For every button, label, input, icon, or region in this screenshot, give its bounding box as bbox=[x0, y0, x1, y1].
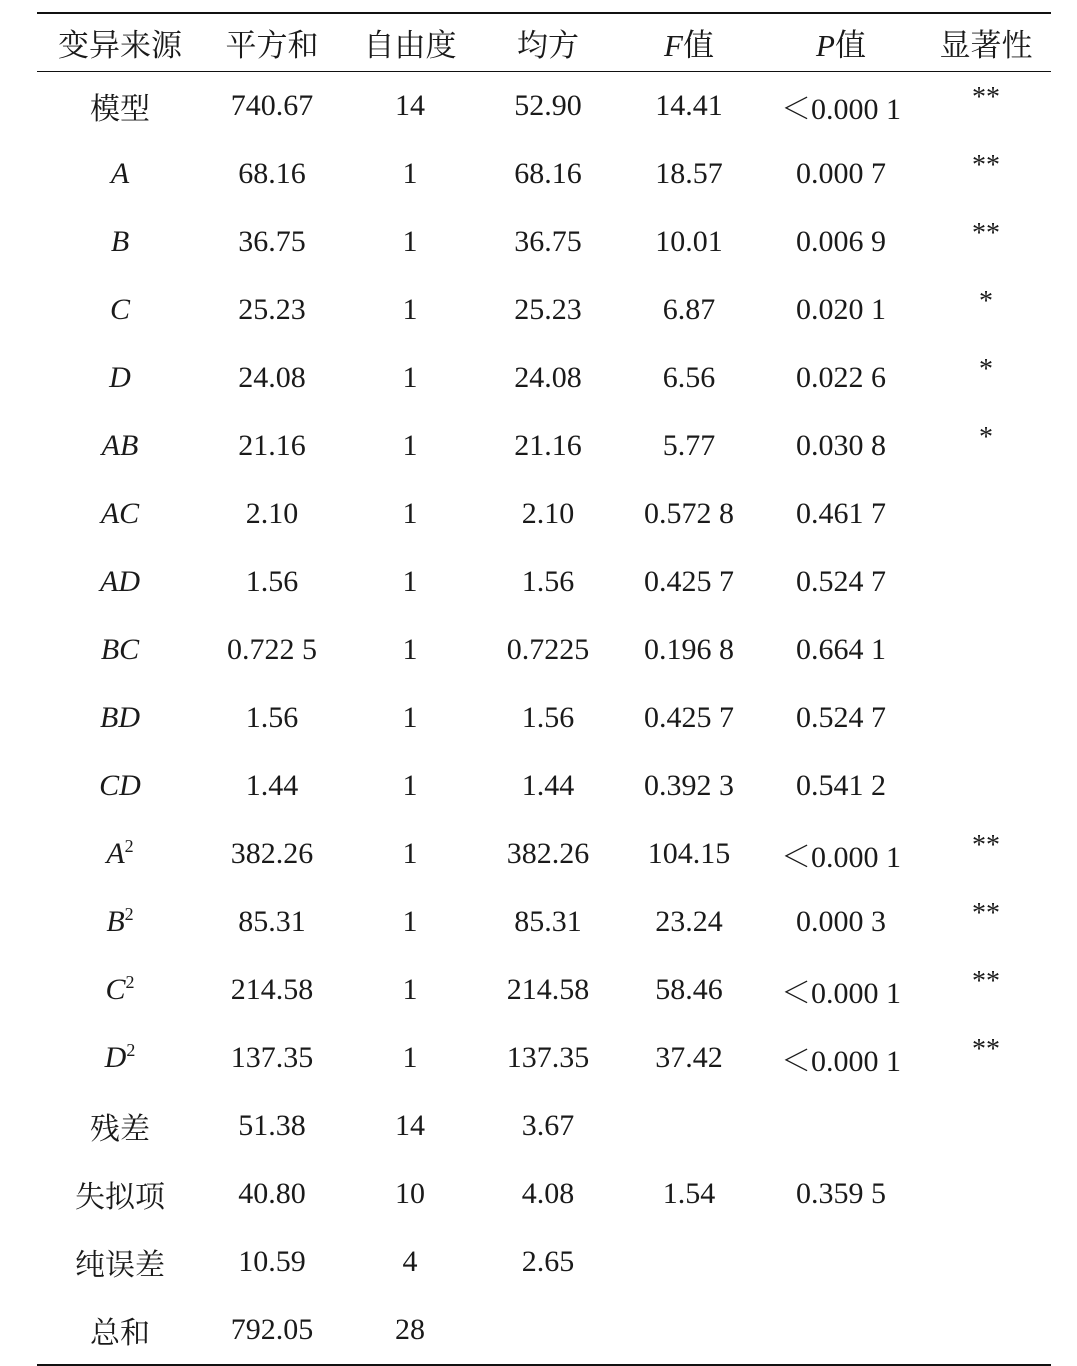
cell-significance bbox=[921, 752, 1051, 820]
table-row bbox=[37, 1024, 1051, 1092]
cell-source bbox=[37, 616, 203, 684]
cell-source bbox=[37, 752, 203, 820]
cell-degrees-of-freedom: 1 bbox=[402, 1041, 418, 1074]
anova-table bbox=[37, 12, 1051, 1366]
cell-f-value: 5.77 bbox=[662, 429, 716, 462]
header-row bbox=[37, 13, 1051, 72]
source-label: AB bbox=[101, 429, 139, 462]
cell-f-value: 0.425 7 bbox=[644, 565, 734, 598]
source-label: C bbox=[109, 293, 130, 326]
cell-sum-of-squares: 382.26 bbox=[230, 837, 314, 870]
cell-source bbox=[37, 1296, 203, 1365]
cell-degrees-of-freedom: 4 bbox=[402, 1245, 418, 1278]
source-label: 残差 bbox=[90, 1113, 150, 1146]
source-label: B bbox=[106, 905, 125, 938]
cell-f-value: 0.392 3 bbox=[644, 769, 734, 802]
cell-degrees-of-freedom: 1 bbox=[402, 361, 418, 394]
source-label: 模型 bbox=[90, 93, 150, 126]
header-p-suffix: 值 bbox=[834, 28, 866, 63]
cell-f-value bbox=[617, 1228, 761, 1296]
cell-sum-of-squares: 214.58 bbox=[230, 973, 314, 1006]
source-exponent: 2 bbox=[125, 972, 135, 992]
cell-degrees-of-freedom: 1 bbox=[402, 497, 418, 530]
source-label: 失拟项 bbox=[75, 1181, 165, 1214]
cell-mean-square: 1.56 bbox=[521, 701, 575, 734]
cell-mean-square: 25.23 bbox=[514, 293, 582, 326]
cell-sum-of-squares: 792.05 bbox=[230, 1313, 314, 1346]
table-row bbox=[37, 140, 1051, 208]
cell-p-value: 0.020 1 bbox=[796, 293, 886, 326]
cell-significance: ** bbox=[972, 150, 1000, 181]
cell-degrees-of-freedom: 1 bbox=[402, 837, 418, 870]
cell-source bbox=[37, 276, 203, 344]
cell-f-value: 10.01 bbox=[655, 225, 723, 258]
cell-source bbox=[37, 888, 203, 956]
cell-p-value: 0.022 6 bbox=[796, 361, 886, 394]
cell-source bbox=[37, 1024, 203, 1092]
cell-mean-square: 0.7225 bbox=[506, 633, 590, 666]
cell-sum-of-squares: 85.31 bbox=[238, 905, 306, 938]
header-sum-of-squares: 平方和 bbox=[225, 28, 319, 63]
cell-f-value bbox=[617, 1296, 761, 1365]
cell-mean-square: 214.58 bbox=[506, 973, 590, 1006]
cell-source bbox=[37, 548, 203, 616]
cell-significance bbox=[921, 684, 1051, 752]
cell-significance: ** bbox=[972, 82, 1000, 113]
header-mean-square: 均方 bbox=[517, 28, 579, 63]
cell-source bbox=[37, 684, 203, 752]
cell-degrees-of-freedom: 1 bbox=[402, 769, 418, 802]
cell-degrees-of-freedom: 1 bbox=[402, 973, 418, 1006]
cell-p-value: 0.000 7 bbox=[796, 157, 886, 190]
cell-significance bbox=[921, 616, 1051, 684]
table-row bbox=[37, 1296, 1051, 1365]
cell-significance: ** bbox=[972, 898, 1000, 929]
source-label: CD bbox=[99, 769, 141, 802]
cell-source bbox=[37, 344, 203, 412]
cell-degrees-of-freedom: 1 bbox=[402, 157, 418, 190]
cell-f-value: 6.87 bbox=[662, 293, 716, 326]
source-exponent: 2 bbox=[124, 836, 134, 856]
table-row bbox=[37, 412, 1051, 480]
cell-mean-square: 24.08 bbox=[514, 361, 582, 394]
table-row bbox=[37, 72, 1051, 141]
cell-mean-square: 1.56 bbox=[521, 565, 575, 598]
cell-p-value: ＜0.000 1 bbox=[781, 841, 901, 874]
cell-significance bbox=[921, 1228, 1051, 1296]
cell-f-value: 104.15 bbox=[647, 837, 731, 870]
source-label: D bbox=[104, 1041, 127, 1074]
cell-degrees-of-freedom: 14 bbox=[395, 89, 425, 122]
cell-f-value: 6.56 bbox=[662, 361, 716, 394]
source-label: BD bbox=[100, 701, 140, 734]
cell-f-value bbox=[617, 1092, 761, 1160]
cell-f-value: 37.42 bbox=[655, 1041, 723, 1074]
table-body bbox=[37, 72, 1051, 1366]
cell-degrees-of-freedom: 10 bbox=[395, 1177, 425, 1210]
cell-p-value: 0.000 3 bbox=[796, 905, 886, 938]
cell-significance bbox=[921, 548, 1051, 616]
cell-degrees-of-freedom: 1 bbox=[402, 293, 418, 326]
cell-mean-square: 2.10 bbox=[521, 497, 575, 530]
table-row bbox=[37, 752, 1051, 820]
cell-sum-of-squares: 36.75 bbox=[238, 225, 306, 258]
cell-degrees-of-freedom: 1 bbox=[402, 565, 418, 598]
source-label: A bbox=[106, 837, 125, 870]
header-f-letter: F bbox=[664, 28, 683, 63]
cell-mean-square: 36.75 bbox=[514, 225, 582, 258]
cell-significance: * bbox=[979, 422, 993, 453]
cell-significance bbox=[921, 1092, 1051, 1160]
header-p-value bbox=[761, 13, 921, 72]
cell-mean-square: 382.26 bbox=[506, 837, 590, 870]
header-p-letter: P bbox=[816, 28, 835, 63]
table-row bbox=[37, 820, 1051, 888]
cell-significance: ** bbox=[972, 218, 1000, 249]
cell-significance bbox=[921, 1160, 1051, 1228]
cell-significance: * bbox=[979, 286, 993, 317]
cell-sum-of-squares: 1.44 bbox=[245, 769, 299, 802]
cell-p-value: 0.006 9 bbox=[796, 225, 886, 258]
table-row bbox=[37, 1228, 1051, 1296]
cell-mean-square: 3.67 bbox=[521, 1109, 575, 1142]
cell-mean-square bbox=[479, 1296, 617, 1365]
cell-significance: ** bbox=[972, 1034, 1000, 1065]
cell-p-value: 0.524 7 bbox=[796, 701, 886, 734]
cell-p-value: ＜0.000 1 bbox=[781, 93, 901, 126]
cell-f-value: 18.57 bbox=[655, 157, 723, 190]
cell-sum-of-squares: 51.38 bbox=[238, 1109, 306, 1142]
cell-source bbox=[37, 1160, 203, 1228]
cell-f-value: 0.425 7 bbox=[644, 701, 734, 734]
cell-sum-of-squares: 68.16 bbox=[238, 157, 306, 190]
cell-source bbox=[37, 208, 203, 276]
cell-f-value: 0.572 8 bbox=[644, 497, 734, 530]
source-label: D bbox=[109, 361, 131, 394]
cell-degrees-of-freedom: 28 bbox=[395, 1313, 425, 1346]
table-row bbox=[37, 956, 1051, 1024]
cell-degrees-of-freedom: 14 bbox=[395, 1109, 425, 1142]
cell-degrees-of-freedom: 1 bbox=[402, 633, 418, 666]
cell-mean-square: 2.65 bbox=[521, 1245, 575, 1278]
source-label: BC bbox=[100, 633, 140, 666]
cell-mean-square: 1.44 bbox=[521, 769, 575, 802]
table-row bbox=[37, 1092, 1051, 1160]
cell-source bbox=[37, 72, 203, 141]
cell-degrees-of-freedom: 1 bbox=[402, 701, 418, 734]
table-row bbox=[37, 684, 1051, 752]
source-label: B bbox=[110, 225, 130, 258]
header-f-value bbox=[617, 13, 761, 72]
header-f-suffix: 值 bbox=[682, 28, 714, 63]
table-row bbox=[37, 208, 1051, 276]
cell-sum-of-squares: 2.10 bbox=[245, 497, 299, 530]
cell-p-value bbox=[761, 1228, 921, 1296]
table-row bbox=[37, 888, 1051, 956]
cell-p-value: 0.541 2 bbox=[796, 769, 886, 802]
cell-source bbox=[37, 140, 203, 208]
table-row bbox=[37, 616, 1051, 684]
cell-source bbox=[37, 820, 203, 888]
cell-p-value bbox=[761, 1092, 921, 1160]
header-significance: 显著性 bbox=[939, 28, 1033, 63]
cell-sum-of-squares: 1.56 bbox=[245, 701, 299, 734]
source-label: AD bbox=[100, 565, 140, 598]
cell-sum-of-squares: 1.56 bbox=[245, 565, 299, 598]
source-label: 总和 bbox=[90, 1317, 150, 1350]
source-label: 纯误差 bbox=[75, 1249, 165, 1282]
cell-f-value: 14.41 bbox=[655, 89, 723, 122]
cell-sum-of-squares: 40.80 bbox=[238, 1177, 306, 1210]
cell-sum-of-squares: 0.722 5 bbox=[227, 633, 317, 666]
cell-p-value: ＜0.000 1 bbox=[781, 977, 901, 1010]
cell-source bbox=[37, 956, 203, 1024]
source-label: C bbox=[105, 973, 126, 1006]
cell-significance bbox=[921, 1296, 1051, 1365]
cell-p-value: 0.461 7 bbox=[796, 497, 886, 530]
cell-sum-of-squares: 10.59 bbox=[238, 1245, 306, 1278]
cell-p-value: 0.030 8 bbox=[796, 429, 886, 462]
source-label: AC bbox=[100, 497, 140, 530]
table-row bbox=[37, 1160, 1051, 1228]
cell-source bbox=[37, 1228, 203, 1296]
cell-mean-square: 137.35 bbox=[506, 1041, 590, 1074]
cell-p-value bbox=[761, 1296, 921, 1365]
cell-p-value: ＜0.000 1 bbox=[781, 1045, 901, 1078]
cell-p-value: 0.664 1 bbox=[796, 633, 886, 666]
cell-mean-square: 21.16 bbox=[514, 429, 582, 462]
cell-mean-square: 85.31 bbox=[514, 905, 582, 938]
cell-mean-square: 52.90 bbox=[514, 89, 582, 122]
cell-degrees-of-freedom: 1 bbox=[402, 429, 418, 462]
table-row bbox=[37, 548, 1051, 616]
cell-f-value: 0.196 8 bbox=[644, 633, 734, 666]
table-row bbox=[37, 344, 1051, 412]
cell-degrees-of-freedom: 1 bbox=[402, 225, 418, 258]
source-label: A bbox=[110, 157, 130, 190]
cell-sum-of-squares: 25.23 bbox=[238, 293, 306, 326]
cell-source bbox=[37, 1092, 203, 1160]
header-source: 变异来源 bbox=[58, 28, 182, 63]
cell-sum-of-squares: 24.08 bbox=[238, 361, 306, 394]
cell-f-value: 23.24 bbox=[655, 905, 723, 938]
cell-mean-square: 4.08 bbox=[521, 1177, 575, 1210]
cell-significance: * bbox=[979, 354, 993, 385]
header-degrees-of-freedom: 自由度 bbox=[363, 28, 457, 63]
cell-sum-of-squares: 740.67 bbox=[230, 89, 314, 122]
cell-significance: ** bbox=[972, 830, 1000, 861]
source-exponent: 2 bbox=[124, 904, 134, 924]
cell-source bbox=[37, 480, 203, 548]
cell-sum-of-squares: 137.35 bbox=[230, 1041, 314, 1074]
anova-table-container bbox=[37, 12, 1051, 1366]
table-row bbox=[37, 480, 1051, 548]
cell-f-value: 1.54 bbox=[662, 1177, 716, 1210]
cell-source bbox=[37, 412, 203, 480]
cell-degrees-of-freedom: 1 bbox=[402, 905, 418, 938]
cell-sum-of-squares: 21.16 bbox=[238, 429, 306, 462]
cell-significance bbox=[921, 480, 1051, 548]
source-exponent: 2 bbox=[126, 1040, 136, 1060]
cell-p-value: 0.524 7 bbox=[796, 565, 886, 598]
cell-significance: ** bbox=[972, 966, 1000, 997]
cell-mean-square: 68.16 bbox=[514, 157, 582, 190]
table-row bbox=[37, 276, 1051, 344]
cell-f-value: 58.46 bbox=[655, 973, 723, 1006]
cell-p-value: 0.359 5 bbox=[796, 1177, 886, 1210]
